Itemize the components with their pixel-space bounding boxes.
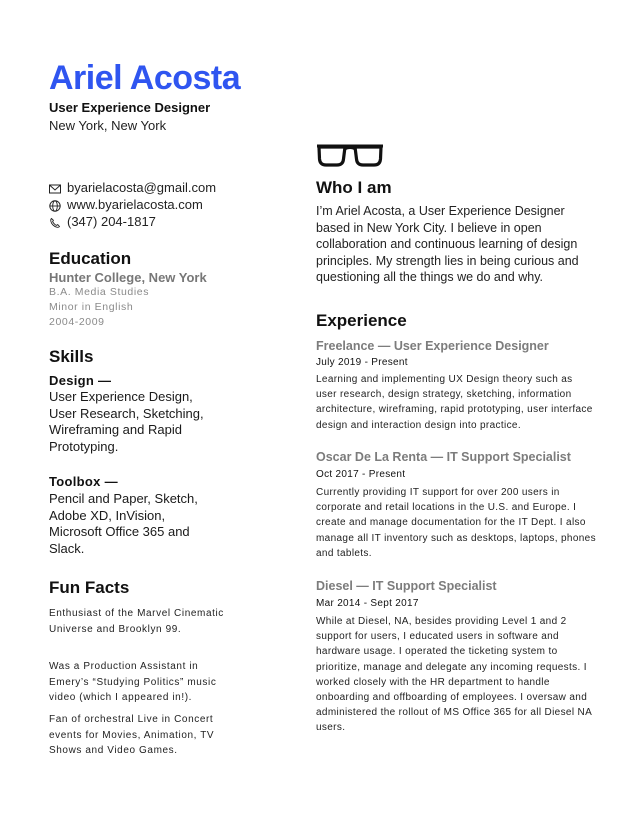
job-dates: July 2019 - Present <box>316 357 408 368</box>
location: New York, New York <box>49 118 167 133</box>
education-minor: Minor in English <box>49 301 134 313</box>
about-heading: Who I am <box>316 178 392 197</box>
education-degree: B.A. Media Studies <box>49 286 150 298</box>
job-title: Freelance — User Experience Designer <box>316 339 549 353</box>
job-title: Diesel — IT Support Specialist <box>316 579 497 593</box>
job-description: While at Diesel, NA, besides providing Level 1 and 2 support for users, I educated users in software and hardware usage. I operated the ticketing system to prioritize, manage and delegate any incoming requests. I worked closely with the HR department to handle onboarding and offboarding of employees. I oversaw and administered the rollout of MS Office 365 for all Diesel NA users. <box>316 616 592 734</box>
job-role: User Experience Designer <box>49 100 211 115</box>
job-description: Currently providing IT support for over 200 users in corporate and retail locations in the U.S. and Europe. I create and manage documentation for the IT Dept. I also manage all IT inventory such as desktops, laptops, phones and tablets. <box>316 487 596 559</box>
email-text: byarielacosta@gmail.com <box>67 180 217 195</box>
job-dates: Oct 2017 - Present <box>316 469 406 480</box>
glasses-icon <box>316 144 384 168</box>
education-school: Hunter College, New York <box>49 270 207 285</box>
skills-toolbox-body: Pencil and Paper, Sketch, Adobe XD, InVision, Microsoft Office 365 and Slack. <box>49 491 198 556</box>
phone-text: (347) 204-1817 <box>67 214 156 229</box>
resume-name: Ariel Acosta <box>49 59 241 97</box>
globe-icon <box>49 200 61 212</box>
education-heading: Education <box>49 249 132 268</box>
fun-fact-item: Was a Production Assistant in Emery’s “Studying Politics” music video (which I appeared in!). <box>49 661 217 703</box>
fun-fact-item: Fan of orchestral Live in Concert events for Movies, Animation, TV Shows and Video Games. <box>49 714 215 756</box>
contact-email[interactable] <box>49 180 249 196</box>
contact-phone[interactable] <box>49 214 249 230</box>
education-years: 2004-2009 <box>49 316 105 328</box>
fun-fact-item: Enthusiast of the Marvel Cinematic Universe and Brooklyn 99. <box>49 608 224 635</box>
skills-design-body: User Experience Design, User Research, Sketching, Wireframing and Rapid Prototyping. <box>49 389 204 454</box>
skills-heading: Skills <box>49 347 94 366</box>
job-dates: Mar 2014 - Sept 2017 <box>316 598 419 609</box>
mail-icon <box>49 183 61 195</box>
website-text: www.byarielacosta.com <box>67 197 203 212</box>
skills-design-title: Design — <box>49 373 112 388</box>
phone-icon <box>49 217 61 229</box>
job-title: Oscar De La Renta — IT Support Specialist <box>316 450 571 464</box>
contact-website[interactable] <box>49 197 249 213</box>
fun-facts-heading: Fun Facts <box>49 578 130 597</box>
skills-toolbox-title: Toolbox — <box>49 474 118 489</box>
experience-heading: Experience <box>316 311 407 330</box>
job-description: Learning and implementing UX Design theory such as user research, design strategy, sketching, information architecture, wireframing, rapid prototyping, user interface design and interaction design into practice. <box>316 374 593 431</box>
about-body: I’m Ariel Acosta, a User Experience Designer based in New York City. I believe in open collaboration and continuous learning of design principles. My strength lies in being curious and questioning all the things we do and why. <box>316 204 579 284</box>
